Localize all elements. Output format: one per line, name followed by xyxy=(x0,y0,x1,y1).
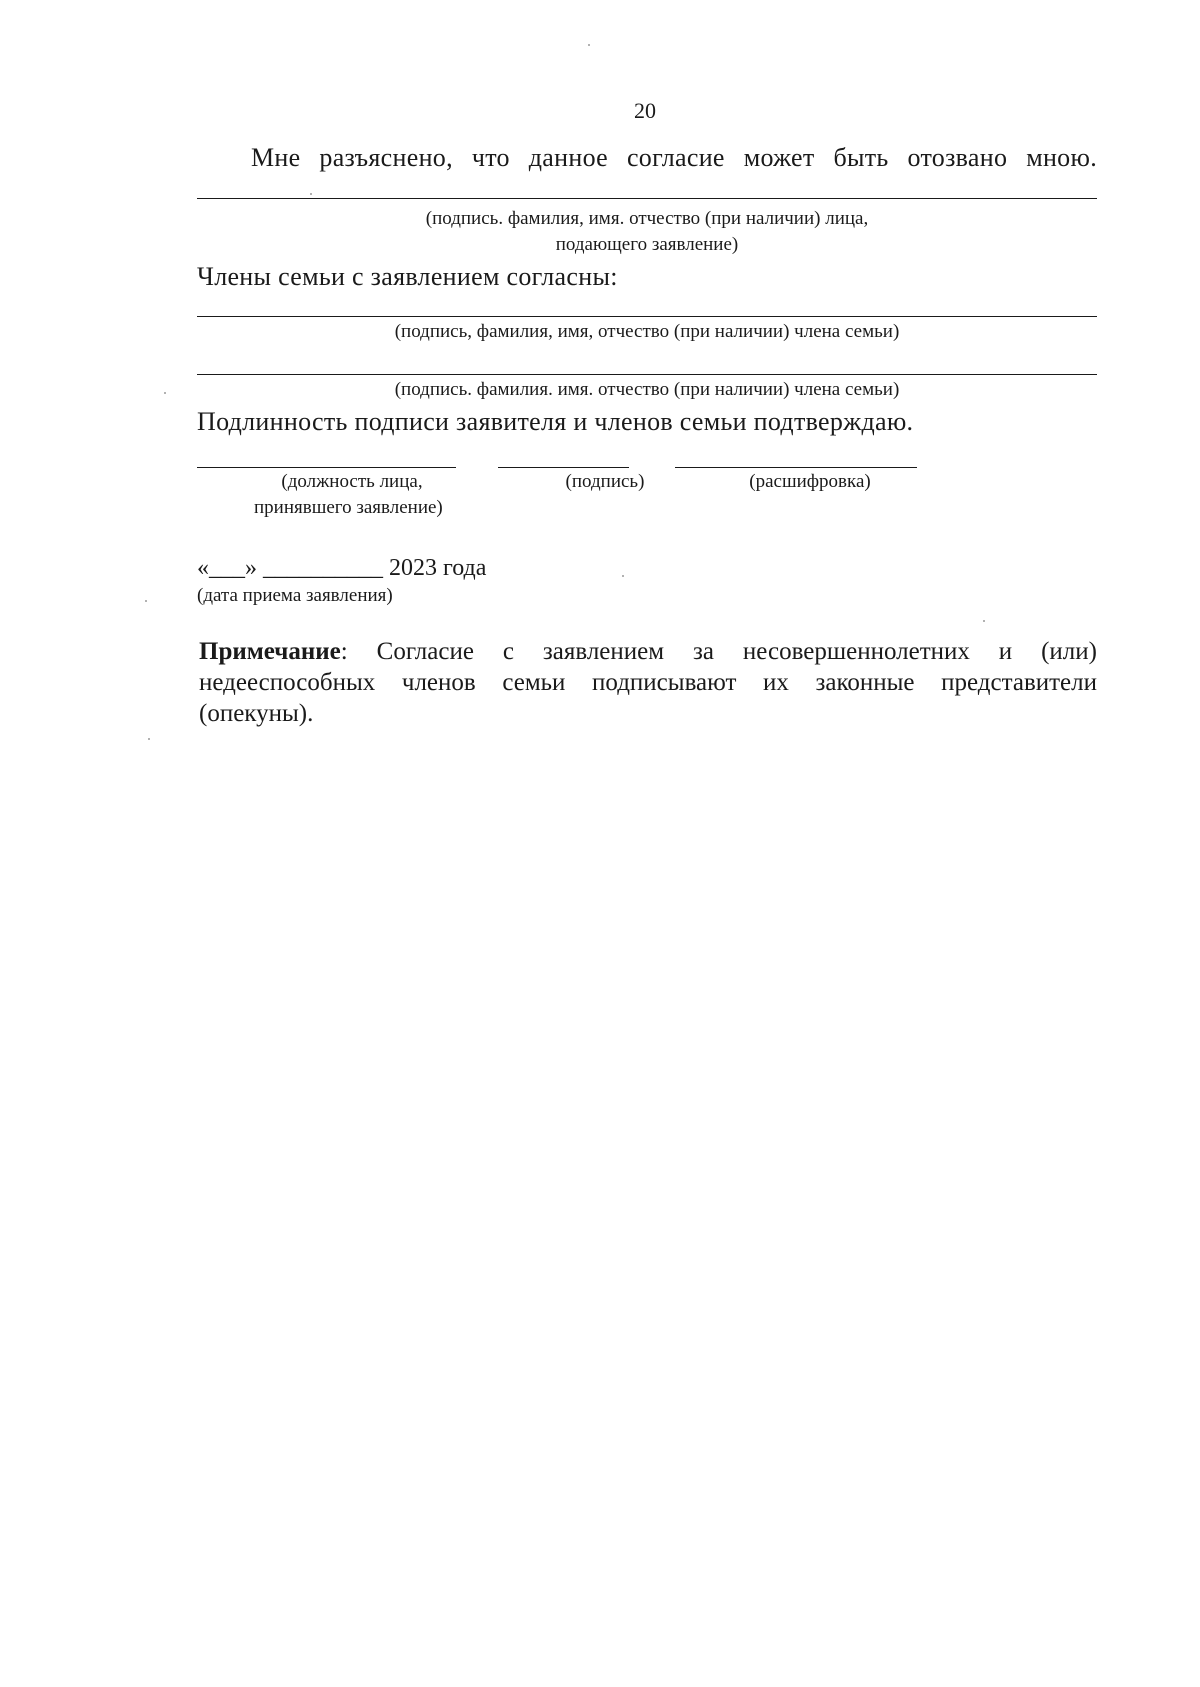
scan-speck xyxy=(164,392,166,394)
scan-speck xyxy=(148,738,150,740)
decoding-caption: (расшифровка) xyxy=(749,471,871,492)
signature-line xyxy=(498,467,629,468)
note-line3: (опекуны). xyxy=(199,700,314,727)
scan-speck xyxy=(145,600,147,602)
date-day-blank: ___ xyxy=(209,555,245,581)
family-member-2-line xyxy=(197,374,1097,375)
note-line1-text: Согласие с заявлением за несовершеннолетних и (или) xyxy=(376,638,1097,665)
applicant-caption-line1: (подпись. фамилия, имя. отчество (при наличии) лица, xyxy=(425,208,869,229)
authentication-statement: Подлинность подписи заявителя и членов семьи подтверждаю. xyxy=(197,407,914,436)
date-close-quote: » xyxy=(245,555,257,581)
applicant-caption-line2: подающего заявление) xyxy=(555,234,739,255)
consent-statement: Мне разъяснено, что данное согласие может быть отозвано мною. xyxy=(251,143,1097,172)
date-line xyxy=(197,555,486,582)
date-year: 2023 года xyxy=(389,555,487,581)
note-label: Примечание xyxy=(199,638,341,665)
position-line xyxy=(197,467,456,468)
family-member-1-line xyxy=(197,316,1097,317)
position-caption-line1: (должность лица, xyxy=(281,471,423,492)
date-caption: (дата приема заявления) xyxy=(197,585,393,606)
date-month-blank: __________ xyxy=(263,555,383,581)
signature-caption: (подпись) xyxy=(565,471,645,492)
date-open-quote: « xyxy=(197,555,209,581)
note-block xyxy=(199,636,1097,729)
family-heading: Члены семьи с заявлением согласны: xyxy=(197,262,618,291)
scan-speck xyxy=(622,575,624,577)
family-member-2-caption: (подпись. фамилия. имя. отчество (при наличии) члена семьи) xyxy=(394,379,900,400)
note-line2: недееспособных членов семьи подписывают их законные представители xyxy=(199,669,1097,696)
scan-speck xyxy=(310,193,312,195)
family-member-1-caption: (подпись, фамилия, имя, отчество (при наличии) члена семьи) xyxy=(394,321,900,342)
page-number: 20 xyxy=(634,98,656,123)
decoding-line xyxy=(675,467,917,468)
note-line1: Примечание: Согласие с заявлением за несовершеннолетних и (или) xyxy=(199,638,1097,665)
position-caption-line2: принявшего заявление) xyxy=(254,497,443,518)
scan-speck xyxy=(983,620,985,622)
scan-speck xyxy=(588,44,590,46)
applicant-signature-line xyxy=(197,198,1097,199)
